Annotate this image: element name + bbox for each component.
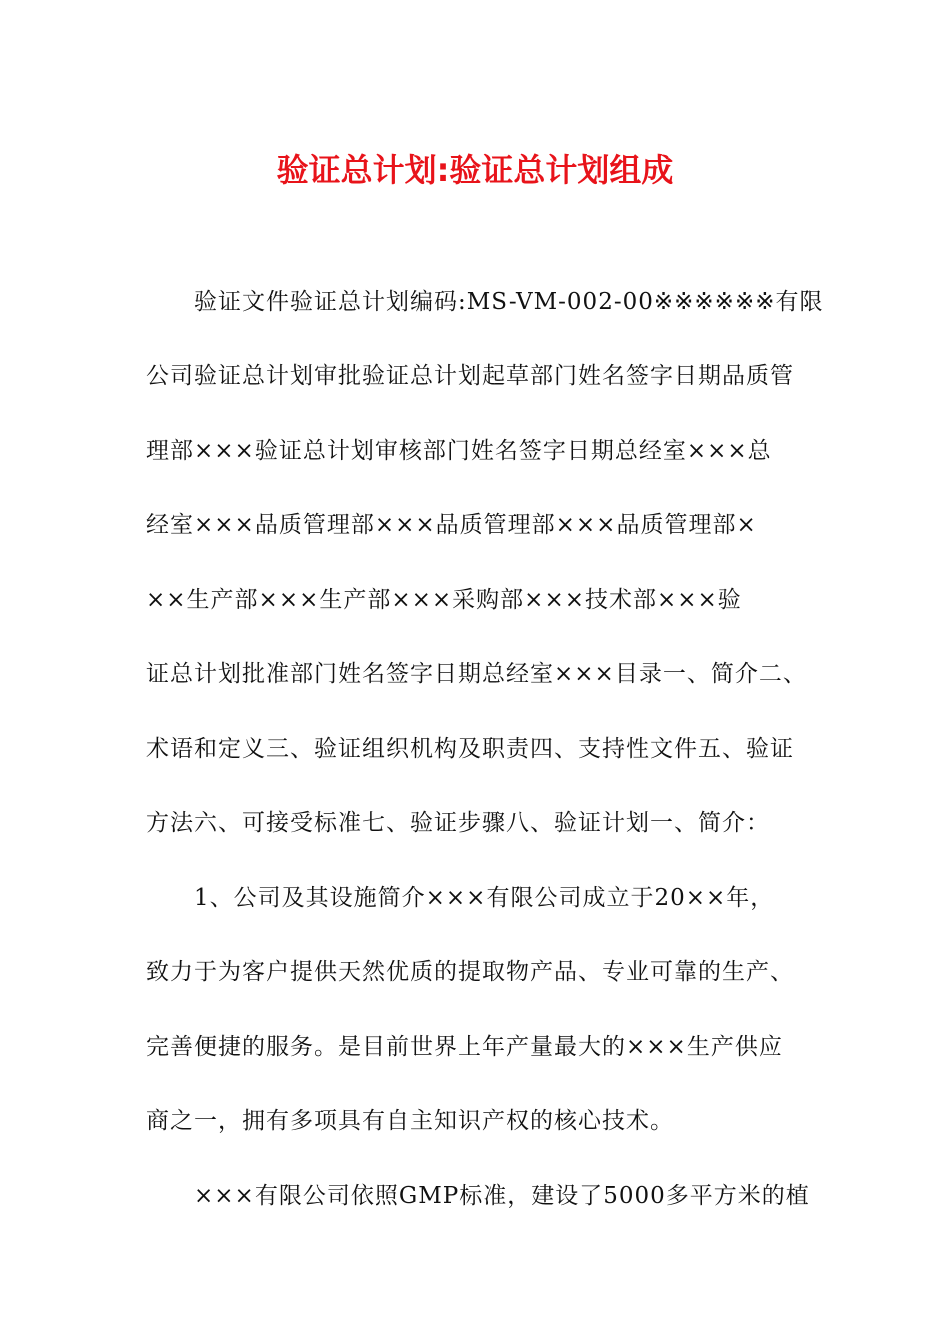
body-line-6: 证总计划批准部门姓名签字日期总经室×××目录一、简介二、 [146, 661, 807, 687]
body-line-5: ××生产部×××生产部×××采购部×××技术部×××验 [146, 587, 742, 613]
body-line-4: 经室×××品质管理部×××品质管理部×××品质管理部× [146, 512, 757, 538]
body-line-10: 致力于为客户提供天然优质的提取物产品、专业可靠的生产、 [146, 959, 794, 985]
body-line-13: ×××有限公司依照GMP标准，建设了5000多平方米的植 [194, 1183, 810, 1209]
body-line-2: 公司验证总计划审批验证总计划起草部门姓名签字日期品质管 [146, 363, 794, 389]
body-line-9: 1、公司及其设施简介×××有限公司成立于20××年， [194, 885, 775, 911]
document-title: 验证总计划:验证总计划组成 [276, 151, 674, 189]
body-line-8: 方法六、可接受标准七、验证步骤八、验证计划一、简介： [146, 810, 770, 836]
body-line-7: 术语和定义三、验证组织机构及职责四、支持性文件五、验证 [146, 736, 794, 762]
body-line-3: 理部×××验证总计划审核部门姓名签字日期总经室×××总 [146, 438, 772, 464]
body-line-11: 完善便捷的服务。是目前世界上年产量最大的×××生产供应 [146, 1034, 783, 1060]
body-line-1: 验证文件验证总计划编码:MS-VM-002-00※※※※※※有限 [194, 289, 824, 315]
body-line-12: 商之一，拥有多项具有自主知识产权的核心技术。 [146, 1108, 674, 1134]
